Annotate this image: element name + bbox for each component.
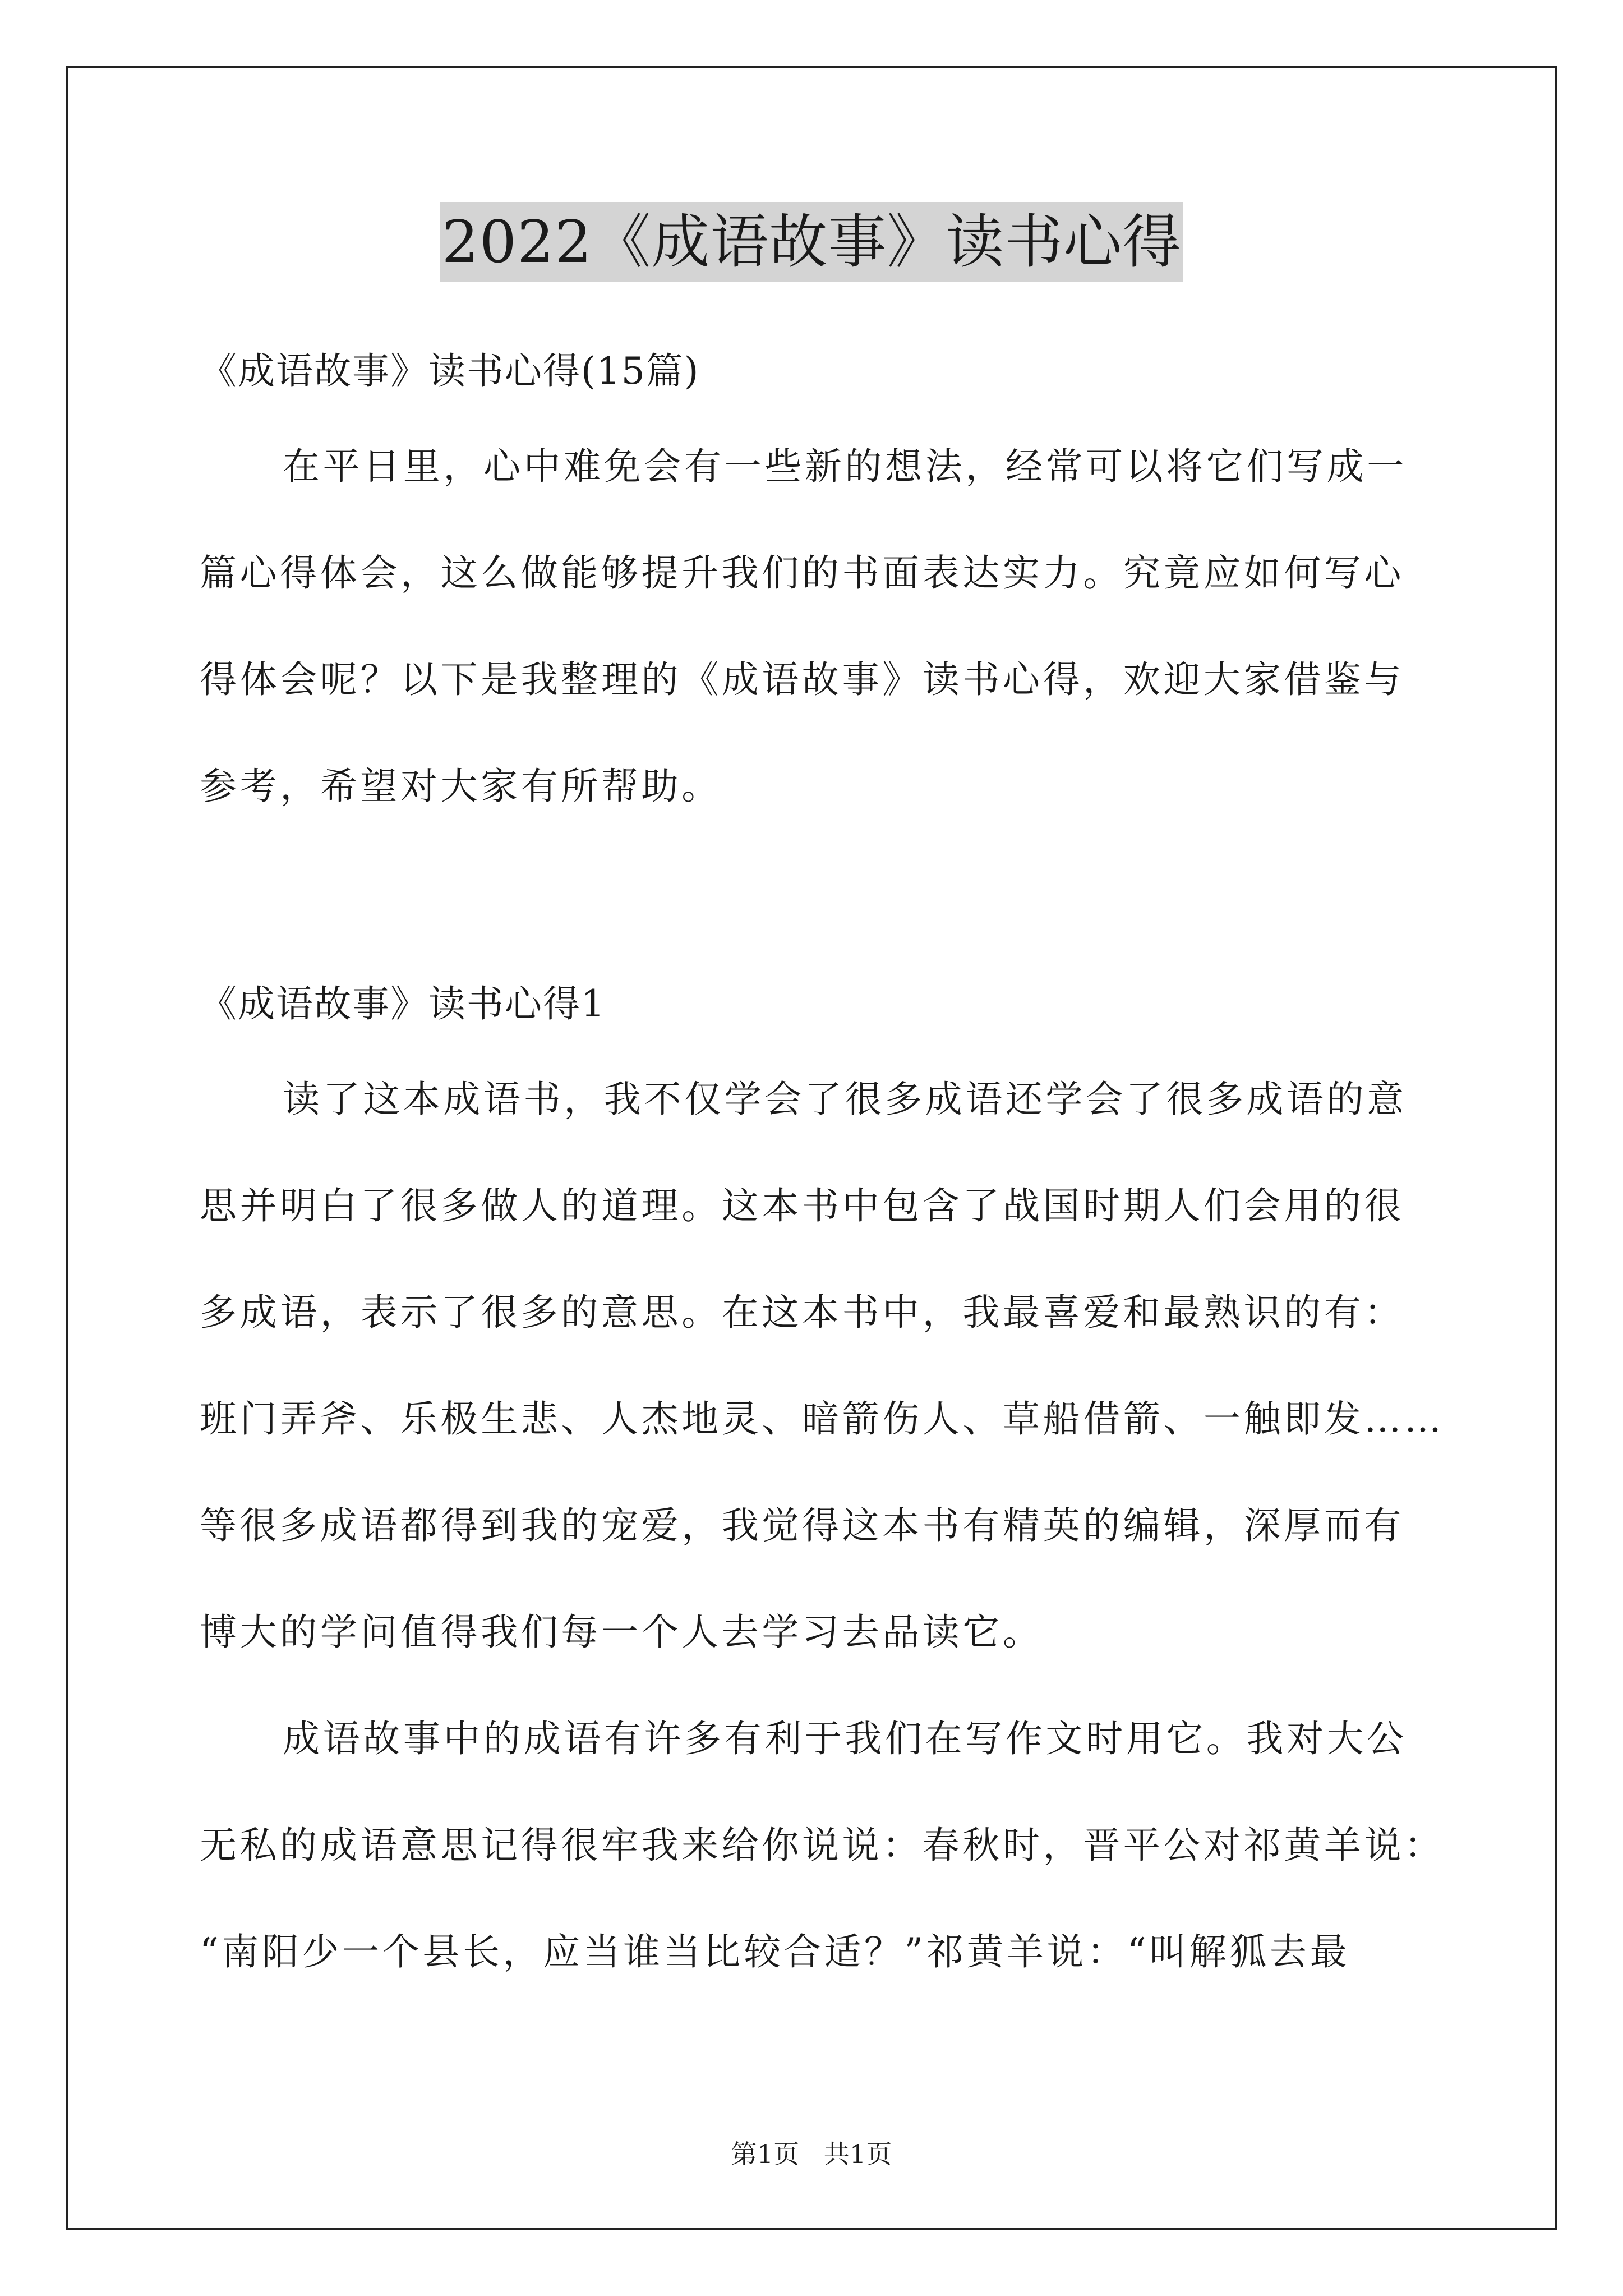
page-number: 第1页 共1页 — [731, 2139, 892, 2169]
paragraph-line: 等很多成语都得到我的宠爱，我觉得这本书有精英的编辑，深厚而有 — [200, 1504, 1404, 1547]
page-footer — [0, 2137, 1623, 2171]
paragraph-line: 读了这本成语书，我不仅学会了很多成语还学会了很多成语的意 — [283, 1078, 1407, 1121]
intro-paragraph — [200, 442, 1439, 868]
body-paragraph-1 — [200, 1075, 1445, 1714]
paragraph-line: 无私的成语意思记得很牢我来给你说说：春秋时，晋平公对祁黄羊说： — [200, 1824, 1445, 1867]
paragraph-line: 多成语，表示了很多的意思。在这本书中，我最喜爱和最熟识的有： — [200, 1291, 1404, 1334]
paragraph-line: 篇心得体会，这么做能够提升我们的书面表达实力。究竟应如何写心 — [200, 551, 1404, 595]
section-heading: 《成语故事》读书心得1 — [200, 982, 606, 1025]
paragraph-line: 在平日里，心中难免会有一些新的想法，经常可以将它们写成一 — [283, 445, 1407, 488]
paragraph-line: 成语故事中的成语有许多有利于我们在写作文时用它。我对大公 — [283, 1717, 1407, 1760]
body-paragraph-2 — [200, 1714, 1445, 2034]
paragraph-line: 博大的学问值得我们每一个人去学习去品读它。 — [200, 1611, 1043, 1654]
paragraph-line: 得体会呢？以下是我整理的《成语故事》读书心得，欢迎大家借鉴与 — [200, 658, 1404, 701]
document-subtitle: 《成语故事》读书心得(15篇) — [200, 349, 700, 393]
title-container — [0, 202, 1623, 282]
paragraph-line: 参考，希望对大家有所帮助。 — [200, 765, 722, 808]
paragraph-line: 思并明白了很多做人的道理。这本书中包含了战国时期人们会用的很 — [200, 1184, 1404, 1227]
paragraph-line: “南阳少一个县长，应当谁当比较合适？”祁黄羊说：“叫解狐去最 — [200, 1930, 1350, 1973]
paragraph-line: 班门弄斧、乐极生悲、人杰地灵、暗箭伤人、草船借箭、一触即发…… — [200, 1397, 1445, 1441]
document-title: 2022《成语故事》读书心得 — [440, 202, 1184, 282]
